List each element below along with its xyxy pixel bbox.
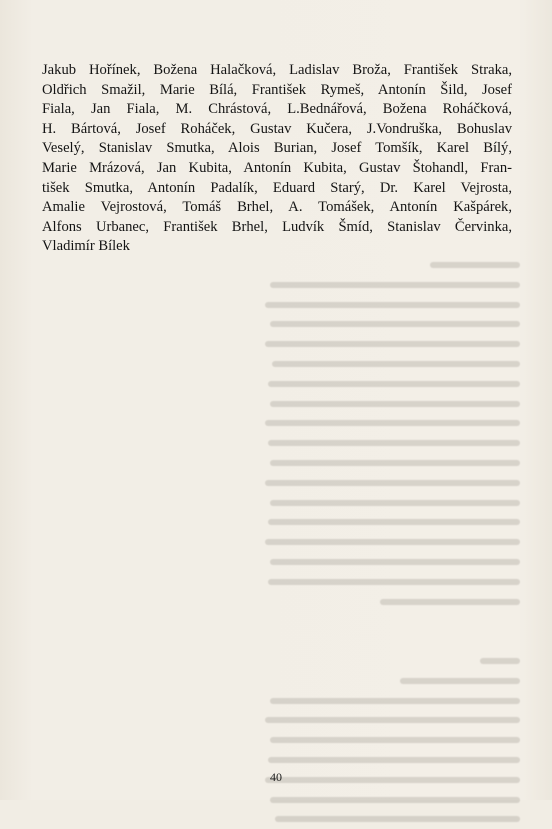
text-line: Veselý, Stanislav Smutka, Alois Burian, Josef Tomšík, Karel Bílý, (42, 140, 512, 157)
text-line: Marie Mrázová, Jan Kubita, Antonín Kubita, Gustav Štohandl, Fran- (42, 159, 512, 176)
text-line: H. Bártová, Josef Roháček, Gustav Kučera, J.Vondruška, Bohuslav (42, 120, 512, 137)
names-paragraph (42, 61, 512, 257)
text-line: tišek Smutka, Antonín Padalík, Eduard Starý, Dr. Karel Vejrosta, (42, 179, 512, 196)
show-through-text (258, 255, 520, 829)
text-line: Fiala, Jan Fiala, M. Chrástová, L.Bednářová, Božena Roháčková, (42, 101, 512, 118)
text-line: Alfons Urbanec, František Brhel, Ludvík Šmíd, Stanislav Červinka, (42, 218, 512, 235)
text-line: Jakub Hořínek, Božena Halačková, Ladislav Broža, František Straka, (42, 62, 512, 78)
text-line: Amalie Vejrostová, Tomáš Brhel, A. Tomášek, Antonín Kašpárek, (42, 199, 512, 216)
text-line: Oldřich Smažil, Marie Bílá, František Rymeš, Antonín Šild, Josef (42, 81, 512, 98)
text-line: Vladimír Bílek (42, 238, 130, 255)
page-number: 40 (270, 770, 282, 784)
